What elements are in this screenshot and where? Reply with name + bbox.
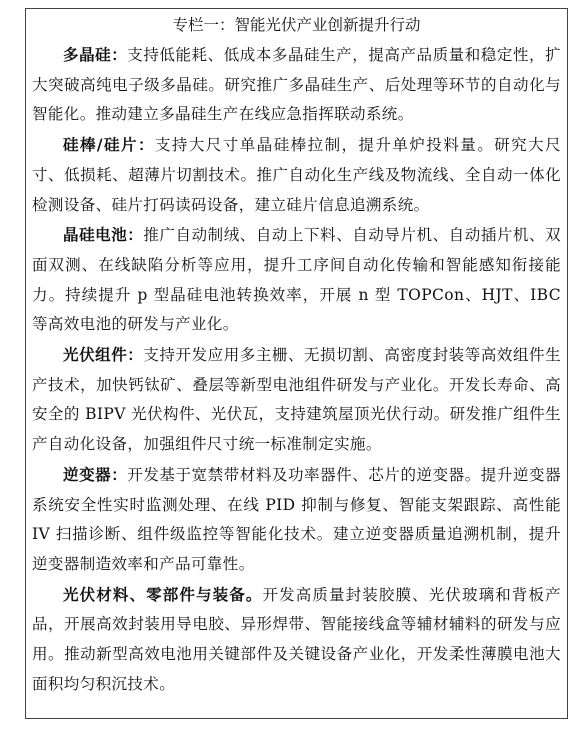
section-heading: 光伏材料、零部件与装备。 <box>63 584 263 604</box>
section-heading: 晶硅电池： <box>63 225 144 245</box>
section-body: 开发基于宽禁带材料及功率器件、芯片的逆变器。提升逆变器系统安全性实时监测处理、在线 PID 抑制与修复、智能支架跟踪、高性能 IV 扫描诊断、组件级监控等智能化技术。建立逆变器质量追溯机制，提升逆变器制造效率和产品可靠性。 <box>32 465 561 573</box>
section-heading: 逆变器： <box>63 464 128 484</box>
section-inverter <box>32 460 561 580</box>
section-body: 支持低能耗、低成本多晶硅生产，提高产品质量和稳定性，扩大突破高纯电子级多晶硅。研究推广多晶硅生产、后处理等环节的自动化与智能化。推动建立多晶硅生产在线应急指挥联动系统。 <box>32 46 561 124</box>
section-silicon-wafer <box>32 130 561 220</box>
section-heading: 光伏组件： <box>63 345 144 365</box>
section-body: 开发高质量封装胶膜、光伏玻璃和背板产品，开展高效封装用导电胶、异形焊带、智能接线盒等辅材辅料的研发与应用。推动新型高效电池用关键部件及关键设备产业化，开发柔性薄膜电池大面积均匀积沉技术。 <box>32 585 561 693</box>
feature-box <box>25 8 568 719</box>
box-title: 专栏一：智能光伏产业创新提升行动 <box>172 16 421 34</box>
section-body: 推广自动制绒、自动上下料、自动导片机、自动插片机、双面双测、在线缺陷分析等应用，提升工序间自动化传输和智能感知衔接能力。持续提升 p 型晶硅电池转换效率，开展 n 型 TOPCon、HJT、IBC 等高效电池的研发与产业化。 <box>32 226 561 334</box>
section-solar-cell <box>32 220 561 340</box>
section-heading: 多晶硅： <box>63 45 128 64</box>
section-polysilicon <box>32 40 561 130</box>
section-heading: 硅棒/硅片： <box>63 135 155 155</box>
section-pv-module <box>32 340 561 460</box>
section-materials-equipment <box>32 580 561 700</box>
section-body: 支持开发应用多主栅、无损切割、高密度封装等高效组件生产技术，加快钙钛矿、叠层等新型电池组件研发与产业化。开发长寿命、高安全的 BIPV 光伏构件、光伏瓦，支持建筑屋顶光伏行动。研发推广组件生产自动化设备，加强组件尺寸统一标准制定实施。 <box>32 346 561 454</box>
section-body: 支持大尺寸单晶硅棒拉制，提升单炉投料量。研究大尺寸、低损耗、超薄片切割技术。推广自动化生产线及物流线、全自动一体化检测设备、硅片打码读码设备，建立硅片信息追溯系统。 <box>32 136 562 214</box>
